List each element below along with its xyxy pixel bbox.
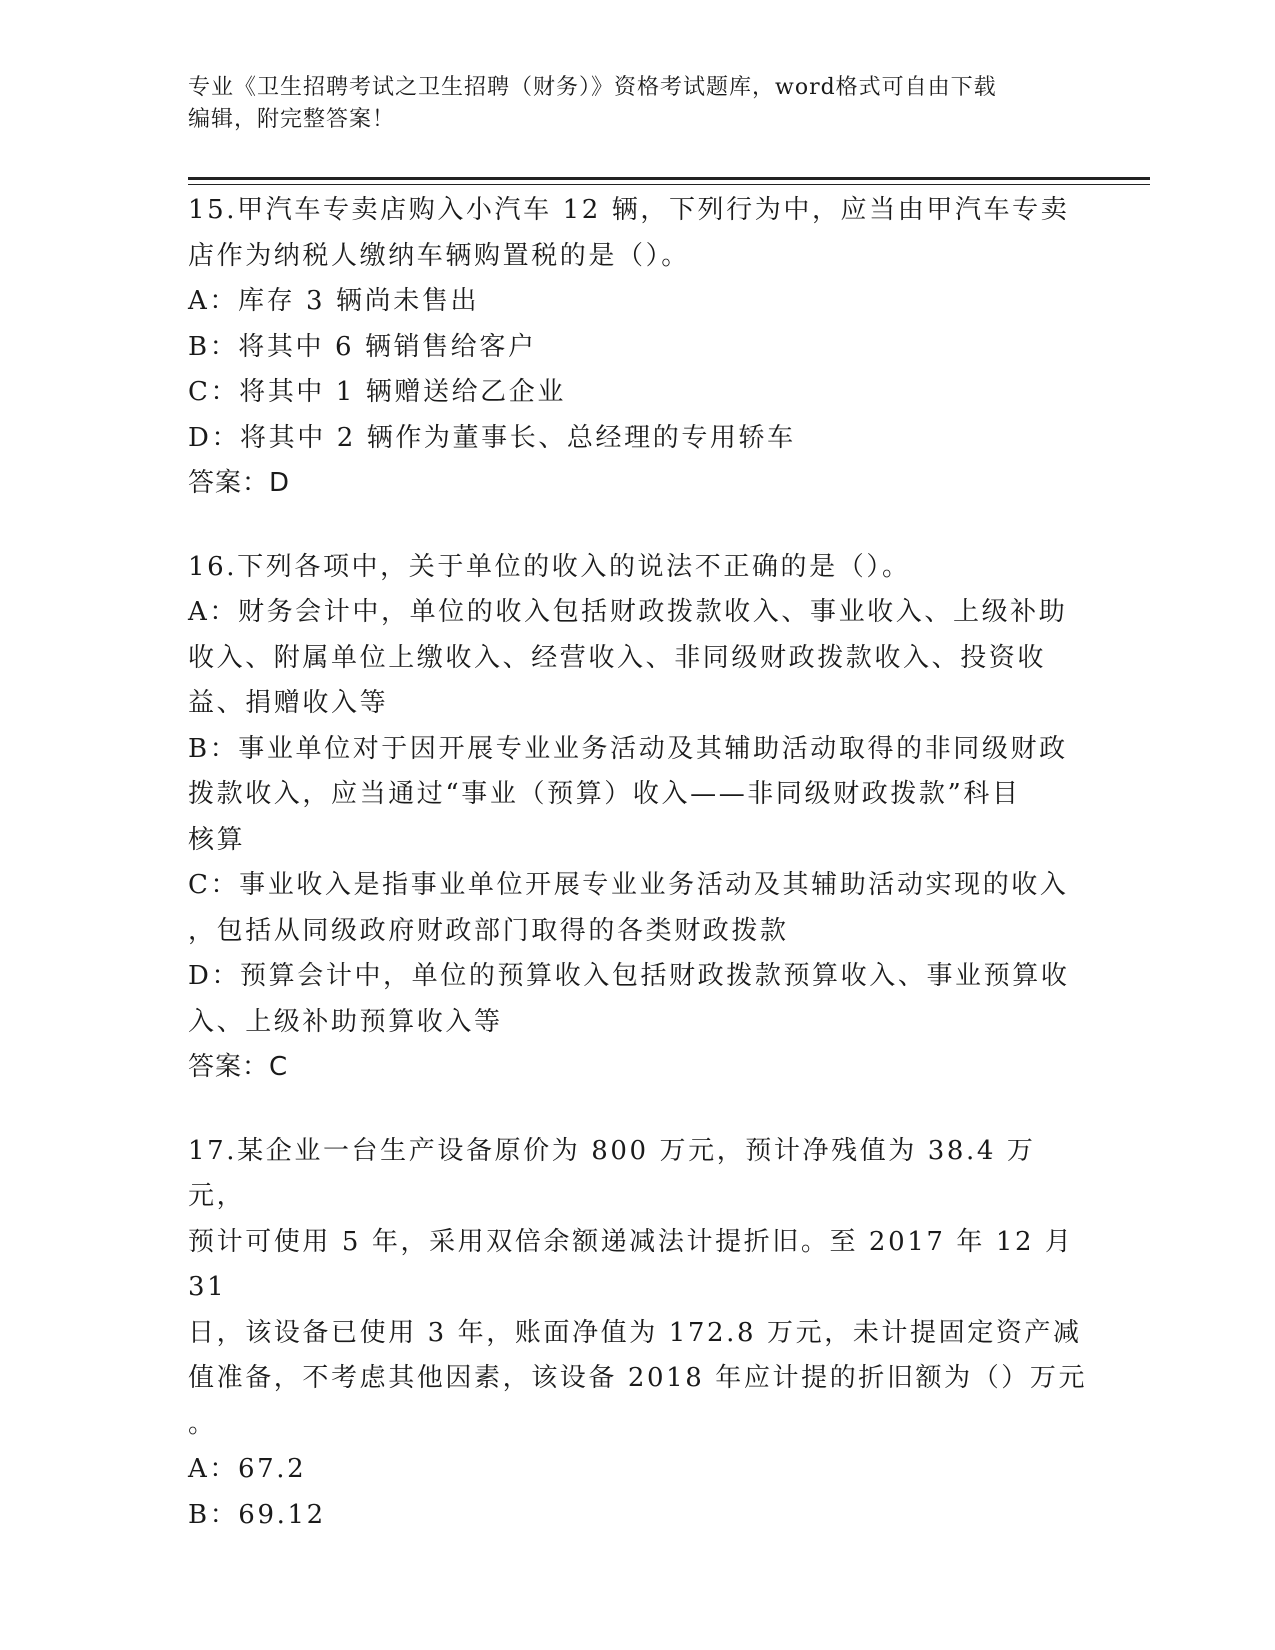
option-a: A：库存 3 辆尚未售出 bbox=[188, 286, 480, 316]
question-17 bbox=[188, 1129, 1088, 1539]
question-16 bbox=[188, 545, 1088, 1091]
question-15 bbox=[188, 188, 1088, 507]
option-b-line: 拨款收入，应当通过“事业（预算）收入——非同级财政拨款”科目 bbox=[188, 779, 1021, 809]
option-d-line: D：预算会计中，单位的预算收入包括财政拨款预算收入、事业预算收 bbox=[188, 961, 1070, 991]
option-a-line: 收入、附属单位上缴收入、经营收入、非同级财政拨款收入、投资收 bbox=[188, 642, 1047, 673]
option-d-line: 入、上级补助预算收入等 bbox=[188, 1006, 503, 1037]
option-a-line: A：财务会计中，单位的收入包括财政拨款收入、事业收入、上级补助 bbox=[188, 597, 1068, 627]
document-header bbox=[188, 72, 1088, 136]
question-stem-line: 预计可使用 5 年，采用双倍余额递减法计提折旧。至 2017 年 12 月 31 bbox=[188, 1226, 1085, 1302]
question-stem-line: 值准备，不考虑其他因素，该设备 2018 年应计提的折旧额为（）万元 bbox=[188, 1363, 1088, 1393]
option-a-line: 益、捐赠收入等 bbox=[188, 688, 389, 718]
question-stem-line: 店作为纳税人缴纳车辆购置税的是（）。 bbox=[188, 240, 690, 271]
option-b-line: B：事业单位对于因开展专业业务活动及其辅助活动取得的非同级财政 bbox=[188, 733, 1068, 764]
question-stem-line: 。 bbox=[188, 1408, 217, 1439]
header-line-1: 专业《卫生招聘考试之卫生招聘（财务）》资格考试题库，word格式可自由下载 bbox=[188, 75, 997, 100]
option-b: B：69.12 bbox=[188, 1499, 326, 1530]
option-a: A：67.2 bbox=[188, 1454, 307, 1484]
answer-label: 答案：D bbox=[188, 468, 291, 498]
header-line-2: 编辑，附完整答案！ bbox=[188, 107, 396, 132]
option-b: B：将其中 6 辆销售给客户 bbox=[188, 331, 537, 362]
option-c: C：将其中 1 辆赠送给乙企业 bbox=[188, 377, 566, 407]
option-c-line: ，包括从同级政府财政部门取得的各类财政拨款 bbox=[188, 915, 789, 946]
question-stem-line: 日，该设备已使用 3 年，账面净值为 172.8 万元，未计提固定资产减 bbox=[188, 1317, 1082, 1348]
question-stem-line: 17.某企业一台生产设备原价为 800 万元，预计净残值为 38.4 万元， bbox=[188, 1135, 1036, 1211]
header-divider-thin bbox=[188, 184, 1150, 185]
answer-label: 答案：C bbox=[188, 1052, 289, 1082]
question-stem-line: 15.甲汽车专卖店购入小汽车 12 辆，下列行为中，应当由甲汽车专卖 bbox=[188, 195, 1070, 225]
option-c-line: C：事业收入是指事业单位开展专业业务活动及其辅助活动实现的收入 bbox=[188, 870, 1069, 900]
option-b-line: 核算 bbox=[188, 824, 246, 855]
option-d: D：将其中 2 辆作为董事长、总经理的专用轿车 bbox=[188, 422, 796, 453]
question-list bbox=[188, 188, 1088, 1576]
question-stem-line: 16.下列各项中，关于单位的收入的说法不正确的是（）。 bbox=[188, 551, 911, 582]
header-divider-thick bbox=[188, 177, 1150, 180]
